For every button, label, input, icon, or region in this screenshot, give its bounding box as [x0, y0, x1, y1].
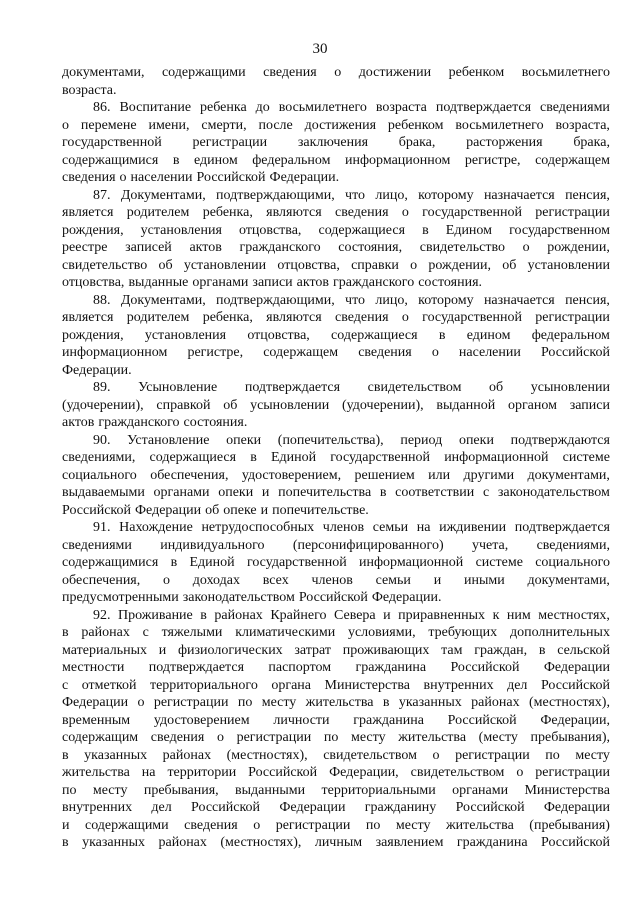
paragraph-p87 — [62, 187, 610, 292]
text-line: местности подтверждается паспортом гражданина Российской Федерации — [62, 660, 610, 675]
document-body — [62, 64, 610, 852]
text-line: в указанных районах (местностях), свидетельством о регистрации по месту — [62, 747, 610, 763]
text-line: государственной регистрации заключения брака, расторжения брака, — [62, 135, 610, 150]
text-line: в районах с тяжелыми климатическими условиями, требующих дополнительных — [62, 625, 610, 640]
text-line: документами, содержащими сведения о достижении ребенком восьмилетнего — [62, 65, 610, 80]
text-line: содержащимися в Единой государственной информационной системе социального — [62, 555, 610, 570]
paragraph-p91 — [62, 519, 610, 607]
text-line: сведения о населении Российской Федерации. — [62, 170, 340, 185]
text-line: информационном регистре, содержащем сведения о населении Российской — [62, 345, 610, 360]
text-line: отцовства, выданные органами записи актов гражданского состояния. — [62, 275, 483, 290]
text-line: рождения, установления отцовства, содержащиеся в едином федеральном — [62, 327, 610, 343]
text-line: внутренних дел Российской Федерации гражданину Российской Федерации — [62, 800, 610, 815]
text-line: Федерации о регистрации по месту жительства в указанных районах (местностях), — [62, 695, 610, 710]
text-line: 92. Проживание в районах Крайнего Севера и приравненных к ним местностях, — [93, 607, 610, 623]
paragraph-p89 — [62, 379, 610, 432]
paragraph-p90 — [62, 432, 610, 520]
text-line: 89. Усыновление подтверждается свидетельством об усыновлении — [93, 380, 610, 395]
text-line: 87. Документами, подтверждающими, что лицо, которому назначается пенсия, — [93, 187, 610, 203]
text-line: содержащим сведения о регистрации по месту жительства (месту пребывания), — [62, 730, 610, 745]
text-line: реестре записей актов гражданского состояния, свидетельство о рождении, — [62, 240, 610, 255]
text-line: в указанных районах (местностях), личным заявлением гражданина Российской — [62, 835, 610, 850]
text-line: свидетельство об установлении отцовства, справки о рождении, об установлении — [62, 257, 610, 273]
paragraph-p85-cont — [62, 64, 610, 99]
text-line: и содержащими сведения о регистрации по месту жительства (пребывания) — [62, 817, 610, 833]
text-line: рождения, установления отцовства, содержащиеся в Едином государственном — [62, 222, 610, 238]
text-line: актов гражданского состояния. — [62, 415, 248, 430]
text-line: 88. Документами, подтверждающими, что лицо, которому назначается пенсия, — [93, 292, 610, 308]
text-line: с отметкой территориального органа Министерства внутренних дел Российской — [62, 677, 610, 693]
text-line: сведениями индивидуального (персонифицированного) учета, сведениями, — [62, 537, 610, 553]
text-line: жительства на территории Российской Федерации, свидетельством о регистрации — [62, 765, 610, 780]
text-line: Российской Федерации об опеке и попечительстве. — [62, 502, 369, 518]
text-line: о перемене имени, смерти, после достижения ребенком восьмилетнего возраста, — [62, 117, 610, 133]
text-line: временным удостоверением личности гражданина Российской Федерации, — [62, 712, 610, 728]
text-line: Федерации. — [62, 362, 132, 378]
text-line: выдаваемыми органами опеки и попечительства в соответствии с законодательством — [62, 485, 610, 500]
text-line: 86. Воспитание ребенка до восьмилетнего возраста подтверждается сведениями — [93, 100, 610, 115]
text-line: 91. Нахождение нетрудоспособных членов семьи на иждивении подтверждается — [93, 520, 610, 535]
text-line: является родителем ребенка, являются сведения о государственной регистрации — [62, 310, 610, 325]
text-line: материальных и физиологических затрат проживающих там граждан, в сельской — [62, 642, 610, 658]
text-line: социального обеспечения, удостоверением, решением или другими документами, — [62, 467, 610, 483]
paragraph-p88 — [62, 292, 610, 380]
text-line: является родителем ребенка, являются сведения о государственной регистрации — [62, 205, 610, 220]
text-line: содержащимися в едином федеральном информационном регистре, содержащем — [62, 152, 610, 168]
paragraph-p86 — [62, 99, 610, 187]
text-line: (удочерении), справкой об усыновлении (удочерении), выданной органом записи — [62, 397, 610, 413]
text-line: по месту пребывания, выданными территориальными органами Министерства — [62, 782, 610, 798]
text-line: сведениями, содержащиеся в Единой государственной информационной системе — [62, 450, 610, 465]
text-line: возраста. — [62, 82, 117, 98]
page-number: 30 — [312, 41, 328, 57]
paragraph-p92 — [62, 607, 610, 852]
text-line: обеспечения, о доходах всех членов семьи и иными документами, — [62, 572, 610, 588]
text-line: предусмотренными законодательством Российской Федерации. — [62, 590, 442, 605]
text-line: 90. Установление опеки (попечительства), период опеки подтверждаются — [93, 432, 610, 448]
